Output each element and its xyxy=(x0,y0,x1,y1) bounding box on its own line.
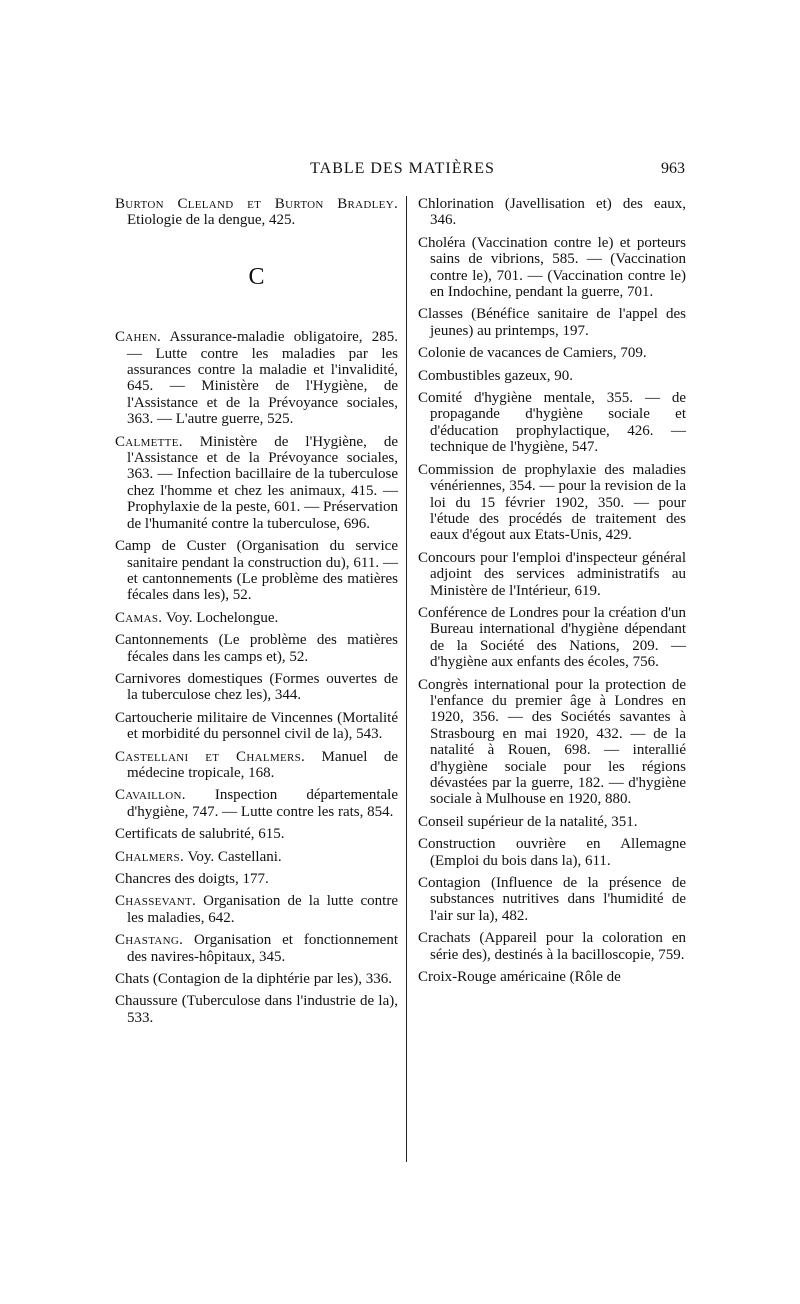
entry-text: Construction ouvrière en Allemagne (Emploi du bois dans la), 611. xyxy=(418,836,686,869)
author-name: Burton Cleland et Burton Bradley. xyxy=(115,196,398,212)
entry-text: Cantonnements (Le problème des matières fécales dans les camps et), 52. xyxy=(115,632,398,665)
entry-text: Conseil supérieur de la natalité, 351. xyxy=(418,813,638,830)
index-entry xyxy=(418,306,686,339)
entry-text: Classes (Bénéfice sanitaire de l'appel des jeunes) au printemps, 197. xyxy=(418,306,686,339)
entry-text: Voy. Castellani. xyxy=(184,848,282,865)
index-entry xyxy=(418,368,686,384)
index-entry xyxy=(115,610,398,626)
entry-text: Commission de prophylaxie des maladies vénériennes, 354. — pour la revision de la loi du 15 février 1902, 350. — pour l'étude des procédés de traitement des eaux d'égout aux Etats-Unis, 429. xyxy=(418,461,686,544)
column-divider xyxy=(406,196,407,1162)
entry-text: Congrès international pour la protection de l'enfance du premier âge à Londres en 1920, 356. — des Sociétés savantes à Strasbourg en mai 1920, 432. — de la natalité à Rouen, 698. — interallié d'hygiène sociale pour les régions dévastées par la guerre, 182. — d'hygiène sociale à Mulhouse en 1920, 880. xyxy=(418,676,686,808)
index-entry xyxy=(418,462,686,544)
entry-text: Chancres des doigts, 177. xyxy=(115,871,269,887)
index-entry xyxy=(115,538,398,604)
index-entry xyxy=(418,550,686,599)
index-entry xyxy=(115,826,398,842)
entry-text: Crachats (Appareil pour la coloration en série des), destinés à la bacilloscopie, 759. xyxy=(418,930,686,963)
index-entry xyxy=(115,932,398,965)
entry-text: Inspection départementale d'hygiène, 747. — Lutte contre les rats, 854. xyxy=(127,787,398,820)
entry-text: Organisation de la lutte contre les maladies, 642. xyxy=(127,893,398,926)
index-entry xyxy=(418,345,686,361)
author-name: Calmette. xyxy=(115,433,183,450)
entry-text: Manuel de médecine tropicale, 168. xyxy=(127,748,399,781)
index-entry xyxy=(418,677,686,808)
index-entry xyxy=(115,787,398,820)
index-entry xyxy=(418,390,686,456)
index-entry xyxy=(418,235,686,301)
page-number: 963 xyxy=(661,160,685,177)
index-entry xyxy=(115,671,398,704)
entry-text: Contagion (Influence de la présence de substances nutritives dans l'humidité de l'air sur la), 482. xyxy=(418,875,686,924)
section-letter: C xyxy=(248,263,265,290)
index-entry xyxy=(115,849,398,865)
entry-text: Chats (Contagion de la diphtérie par les), 336. xyxy=(115,971,393,988)
author-name: Chassevant. xyxy=(115,893,197,910)
entry-text: Chaussure (Tuberculose dans l'industrie de la), 533. xyxy=(115,993,398,1026)
entry-text: Certificats de salubrité, 615. xyxy=(115,826,285,843)
page-title: TABLE DES MATIÈRES xyxy=(310,160,495,177)
index-entry xyxy=(418,605,686,671)
index-entry xyxy=(418,969,686,985)
entry-text: Comité d'hygiène mentale, 355. — de propagande d'hygiène sociale et d'éducation prophylactique, 426. — technique de l'hygiène, 547. xyxy=(418,390,686,456)
index-entry xyxy=(115,893,398,926)
entry-text: Conférence de Londres pour la création d'un Bureau international d'hygiène dépendant de la Société des Nations, 209. — d'hygiène aux enfants des écoles, 756. xyxy=(418,604,686,671)
entry-text: Organisation et fonctionnement des navires-hôpitaux, 345. xyxy=(127,932,398,965)
author-name: Chastang. xyxy=(115,932,184,949)
author-name: Camas. xyxy=(115,609,163,626)
author-name: Cahen. xyxy=(115,329,162,346)
entry-text: Voy. Lochelongue. xyxy=(162,609,279,626)
index-entry xyxy=(418,875,686,924)
entry-text: Chlorination (Javellisation et) des eaux, 346. xyxy=(418,196,686,229)
left-column xyxy=(115,196,398,1032)
entry-text: Etiologie de la dengue, 425. xyxy=(127,212,296,229)
index-entry xyxy=(418,836,686,869)
entry-text: Carnivores domestiques (Formes ouvertes de la tuberculose chez les), 344. xyxy=(115,670,398,704)
author-name: Castellani et Chalmers. xyxy=(115,748,306,765)
index-entry xyxy=(115,749,398,782)
entry-text: Cartoucherie militaire de Vincennes (Mortalité et morbidité du personnel civil de la), 543. xyxy=(115,709,398,743)
index-entry xyxy=(115,632,398,665)
entry-text: Choléra (Vaccination contre le) et porteurs sains de vibrions, 585. — (Vaccination contre le), 701. — (Vaccination contre le) en Indochine, pendant la guerre, 701. xyxy=(418,234,686,301)
index-entry xyxy=(418,814,686,830)
index-entry xyxy=(418,930,686,963)
entry-text: Ministère de l'Hygiène, de l'Assistance et de la Prévoyance sociales, 363. — Infection bacillaire de la tuberculose chez l'homme et chez les animaux, 415. — Prophylaxie de la peste, 601. — Préservation de l'humanité contre la tuberculose, 696. xyxy=(127,433,398,532)
index-entry xyxy=(115,971,398,987)
author-name: Cavaillon. xyxy=(115,787,186,804)
entry-text: Camp de Custer (Organisation du service sanitaire pendant la construction du), 611. — et cantonnements (Le problème des matières fécales dans les), 52. xyxy=(115,538,398,604)
entry-text: Assurance-maladie obligatoire, 285. — Lutte contre les maladies par les assurances contre la maladie et l'invalidité, 645. — Ministère de l'Hygiène, de l'Assistance et de la Prévoyance sociales, 363. — L'autre guerre, 525. xyxy=(127,329,398,428)
entry-text: Colonie de vacances de Camiers, 709. xyxy=(418,345,647,362)
index-entry xyxy=(418,196,686,229)
entry-text: Combustibles gazeux, 90. xyxy=(418,367,573,384)
index-entry xyxy=(115,434,398,532)
right-column xyxy=(418,196,686,991)
entry-text: Croix-Rouge américaine (Rôle de xyxy=(418,969,621,986)
index-entry xyxy=(115,993,398,1026)
index-entry xyxy=(115,871,398,887)
index-entry xyxy=(115,196,398,229)
index-entry xyxy=(115,329,398,427)
running-header xyxy=(120,160,685,184)
index-entry xyxy=(115,710,398,743)
entry-text: Concours pour l'emploi d'inspecteur général adjoint des services administratifs au Ministère de l'Intérieur, 619. xyxy=(418,549,686,599)
author-name: Chalmers. xyxy=(115,848,185,865)
